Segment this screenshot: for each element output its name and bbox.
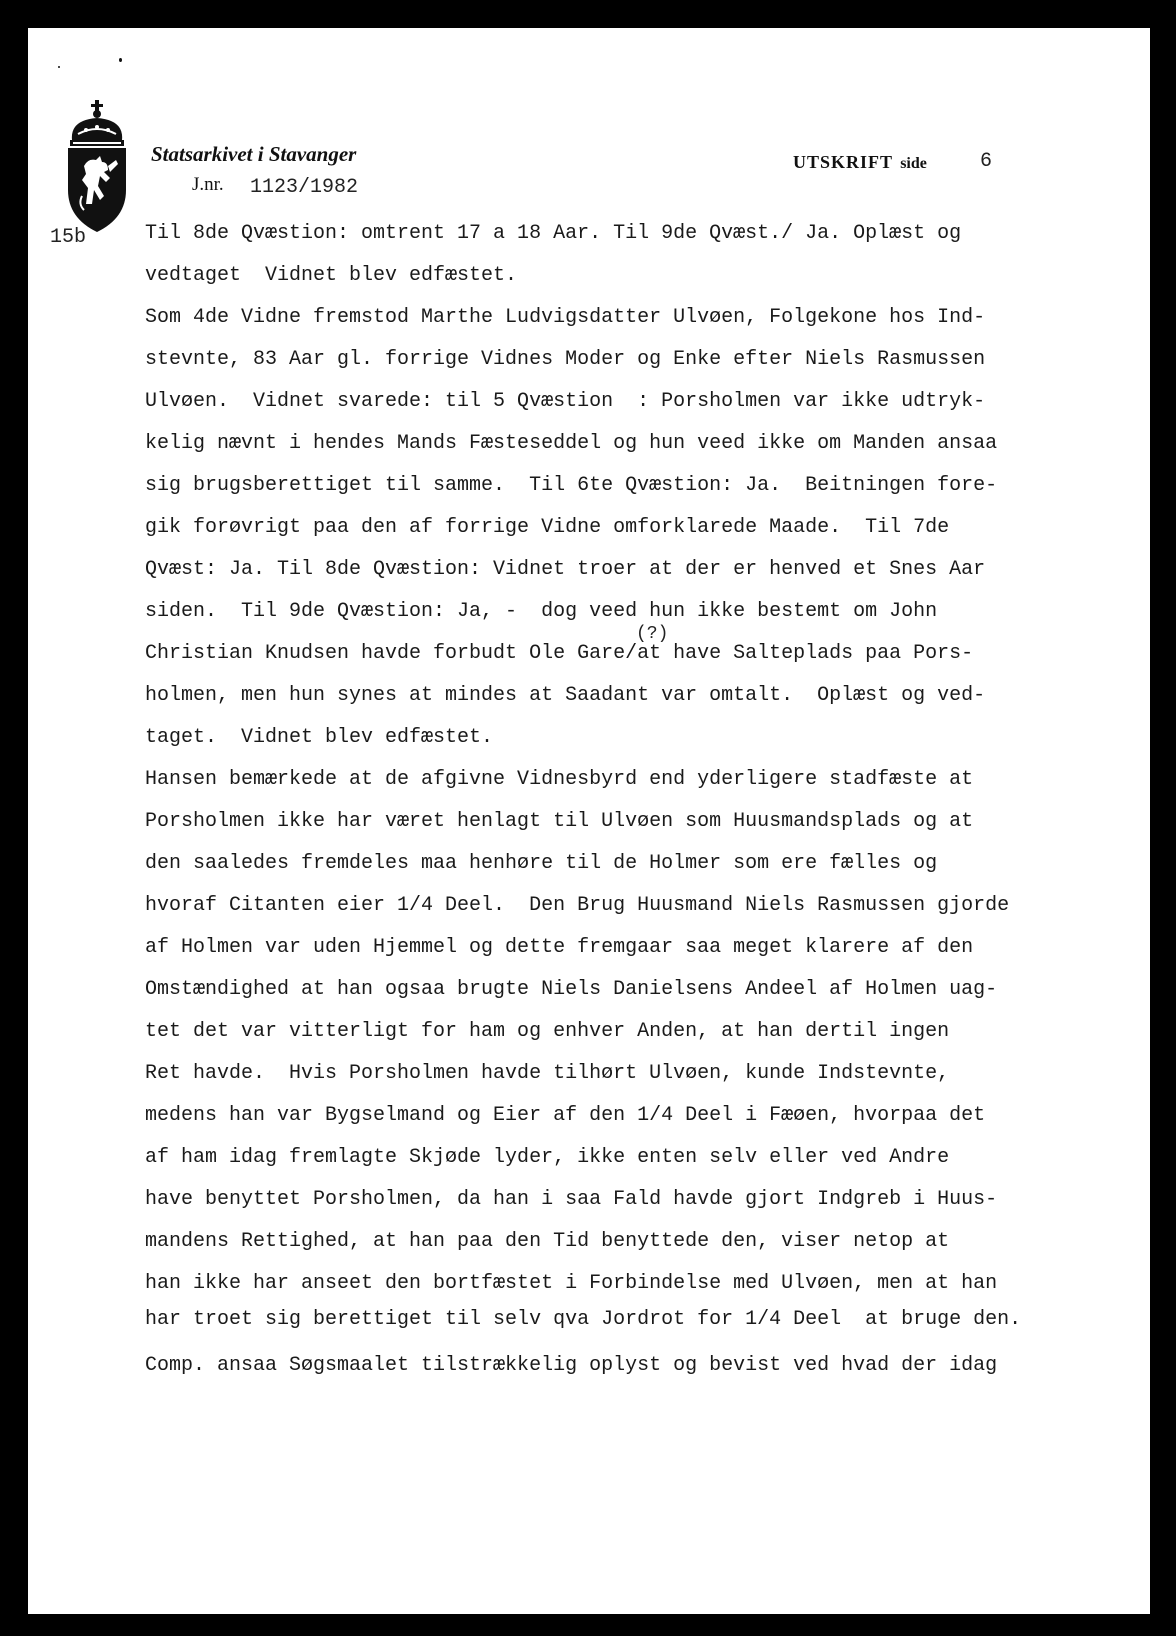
- text-line: Ulvøen. Vidnet svarede: til 5 Qvæstion : Porsholmen var ikke udtryk-: [145, 390, 986, 413]
- text-line: Til 8de Qvæstion: omtrent 17 a 18 Aar. Til 9de Qvæst./ Ja. Oplæst og: [145, 222, 962, 245]
- text-line: Hansen bemærkede at de afgivne Vidnesbyrd end yderligere stadfæste at: [145, 768, 974, 791]
- utskrift-label: UTSKRIFT: [793, 152, 893, 172]
- text-line: taget. Vidnet blev edfæstet.: [145, 726, 494, 749]
- text-line: kelig nævnt i hendes Mands Fæsteseddel og hun veed ikke om Manden ansaa: [145, 432, 998, 455]
- text-line: Ret havde. Hvis Porsholmen havde tilhørt Ulvøen, kunde Indstevnte,: [145, 1062, 950, 1085]
- text-line: vedtaget Vidnet blev edfæstet.: [145, 264, 518, 287]
- text-line: Omstændighed at han ogsaa brugte Niels Danielsens Andeel af Holmen uag-: [145, 978, 998, 1001]
- utskrift-heading: [793, 152, 927, 173]
- text-line: siden. Til 9de Qvæstion: Ja, - dog veed hun ikke bestemt om John: [145, 600, 938, 623]
- text-line: af ham idag fremlagte Skjøde lyder, ikke enten selv eller ved Andre: [145, 1146, 950, 1169]
- text-line: Som 4de Vidne fremstod Marthe Ludvigsdatter Ulvøen, Folgekone hos Ind-: [145, 306, 986, 329]
- side-label: side: [900, 155, 927, 172]
- text-line: Christian Knudsen havde forbudt Ole Gare/at have Salteplads paa Pors-: [145, 642, 974, 665]
- question-mark-note: (?): [636, 624, 669, 644]
- text-line: mandens Rettighed, at han paa den Tid benyttede den, viser netop at: [145, 1230, 950, 1253]
- text-line: gik forøvrigt paa den af forrige Vidne omforklarede Maade. Til 7de: [145, 516, 950, 539]
- text-line: holmen, men hun synes at mindes at Saadant var omtalt. Oplæst og ved-: [145, 684, 986, 707]
- text-line: han ikke har anseet den bortfæstet i Forbindelse med Ulvøen, men at han: [145, 1272, 998, 1295]
- text-line: stevnte, 83 Aar gl. forrige Vidnes Moder og Enke efter Niels Rasmussen: [145, 348, 986, 371]
- speck-mark: [58, 66, 60, 68]
- text-line: den saaledes fremdeles maa henhøre til de Holmer som ere fælles og: [145, 852, 938, 875]
- text-line: af Holmen var uden Hjemmel og dette fremgaar saa meget klarere af den: [145, 936, 974, 959]
- text-line: hvoraf Citanten eier 1/4 Deel. Den Brug Huusmand Niels Rasmussen gjorde: [145, 894, 1010, 917]
- speck-mark: [119, 58, 122, 62]
- text-line: har troet sig berettiget til selv qva Jordrot for 1/4 Deel at bruge den.: [145, 1308, 1022, 1331]
- text-line: tet det var vitterligt for ham og enhver Anden, at han dertil ingen: [145, 1020, 950, 1043]
- archive-name: Statsarkivet i Stavanger: [151, 142, 357, 166]
- text-line: medens han var Bygselmand og Eier af den 1/4 Deel i Fæøen, hvorpaa det: [145, 1104, 986, 1127]
- margin-reference: 15b: [50, 226, 87, 249]
- text-line: have benyttet Porsholmen, da han i saa Fald havde gjort Indgreb i Huus-: [145, 1188, 998, 1211]
- text-line: Comp. ansaa Søgsmaalet tilstrækkelig oplyst og bevist ved hvad der idag: [145, 1354, 998, 1377]
- journal-number-label: J.nr.: [192, 174, 224, 195]
- document-page: [28, 28, 1150, 1614]
- text-line: Qvæst: Ja. Til 8de Qvæstion: Vidnet troer at der er henved et Snes Aar: [145, 558, 986, 581]
- norwegian-coat-of-arms-icon: [64, 100, 130, 232]
- page-number: 6: [980, 150, 993, 173]
- text-line: sig brugsberettiget til samme. Til 6te Qvæstion: Ja. Beitningen fore-: [145, 474, 998, 497]
- journal-number-value: 1123/1982: [250, 176, 359, 199]
- text-line: Porsholmen ikke har været henlagt til Ulvøen som Huusmandsplads og at: [145, 810, 974, 833]
